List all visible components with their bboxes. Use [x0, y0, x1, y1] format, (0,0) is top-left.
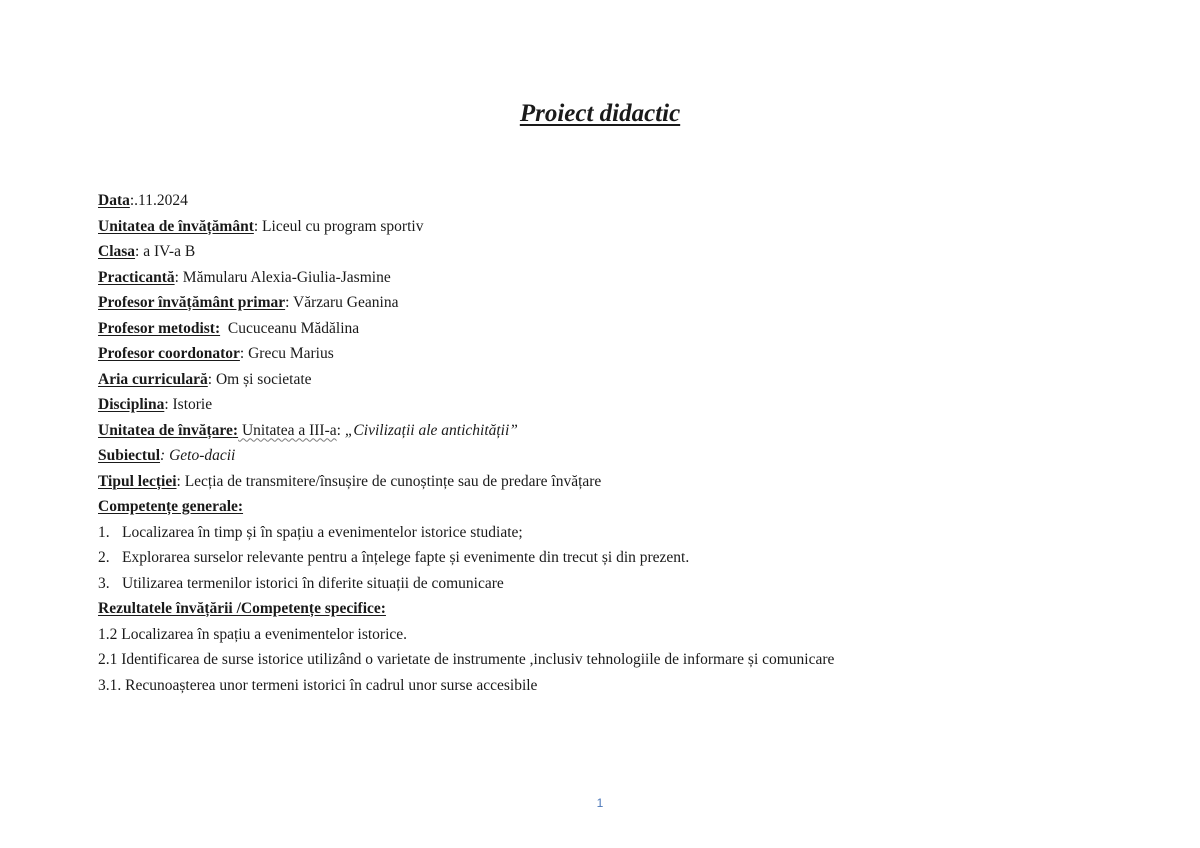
project-info	[98, 188, 1148, 698]
document-title: Proiect didactic	[519, 100, 681, 127]
item-text: 1.2 Localizarea în spațiu a evenimentelor istorice.	[98, 625, 408, 643]
field-colon: :	[232, 421, 239, 439]
list-item	[98, 520, 1148, 546]
field-label: Profesor coordonator	[98, 345, 240, 362]
item-number: 1.	[98, 523, 110, 541]
field-value: : Istorie	[164, 396, 213, 413]
field-data	[98, 188, 1148, 214]
field-label: Disciplina	[98, 396, 165, 413]
field-profesor-metodist	[98, 316, 1148, 342]
field-label: Tipul lecției	[98, 472, 177, 490]
section-heading: Competențe generale:	[98, 498, 244, 515]
field-practicanta	[98, 265, 1148, 291]
page-number: 1	[596, 796, 604, 810]
item-text: 2.1 Identificarea de surse istorice utilizând o varietate de instrumente ,inclusiv tehnologiile de informare și comunicare	[98, 651, 835, 668]
field-label: Data	[98, 192, 130, 209]
field-aria-curriculara	[98, 367, 1148, 393]
field-tipul-lectiei	[98, 469, 1148, 495]
field-value: : Mămularu Alexia-Giulia-Jasmine	[174, 268, 391, 286]
field-colon: :	[160, 447, 170, 464]
field-value: :.11.2024	[129, 192, 188, 209]
field-subiectul	[98, 443, 1148, 469]
unit-theme: „Civilizații ale antichității”	[344, 421, 518, 439]
field-value: Cucuceanu Mădălina	[220, 319, 360, 337]
field-label: Clasa	[98, 243, 136, 260]
field-profesor-primar	[98, 290, 1148, 316]
field-value: : Vărzaru Geanina	[285, 294, 399, 311]
field-profesor-coordonator	[98, 341, 1148, 367]
field-value: : Om și societate	[207, 370, 312, 388]
field-label: Practicantă	[98, 268, 175, 286]
list-item	[98, 673, 1148, 699]
field-disciplina	[98, 392, 1148, 418]
field-unitatea-invatamant	[98, 214, 1148, 240]
item-text: Localizarea în timp și în spațiu a evenimentelor istorice studiate;	[122, 523, 523, 541]
list-item	[98, 622, 1148, 648]
field-value: : Grecu Marius	[239, 345, 334, 362]
item-text: Utilizarea termenilor istorici în diferite situații de comunicare	[122, 574, 504, 592]
field-clasa	[98, 239, 1148, 265]
item-number: 2.	[98, 549, 110, 566]
field-value: : Liceul cu program sportiv	[253, 217, 424, 235]
field-label: Aria curriculară	[98, 370, 208, 388]
unit-number: Unitatea a III-a	[238, 421, 337, 439]
item-number: 3.	[98, 574, 110, 592]
field-label: Profesor metodist:	[98, 319, 221, 337]
list-item	[98, 545, 1148, 571]
field-unitatea-invatare	[98, 418, 1148, 444]
field-value: : Lecția de transmitere/însușire de cunoștințe sau de predare învățare	[176, 472, 602, 490]
competente-specifice-heading	[98, 596, 1148, 622]
item-text: 3.1. Recunoașterea unor termeni istorici în cadrul unor surse accesibile	[98, 676, 538, 694]
list-item	[98, 571, 1148, 597]
competente-generale-heading	[98, 494, 1148, 520]
field-label: Unitatea de învățare	[98, 421, 233, 439]
item-text: Explorarea surselor relevante pentru a înțelege fapte și evenimente din trecut și din prezent.	[122, 549, 690, 566]
field-label: Subiectul	[98, 447, 161, 464]
field-value: : a IV-a B	[135, 243, 196, 260]
field-label: Unitatea de învățământ	[98, 217, 254, 235]
field-label: Profesor învățământ primar	[98, 294, 286, 311]
section-heading: Rezultatele învățării /Competențe specifice:	[98, 600, 386, 617]
field-separator: :	[336, 421, 345, 439]
field-value: Geto-dacii	[169, 447, 236, 464]
list-item	[98, 647, 1148, 673]
